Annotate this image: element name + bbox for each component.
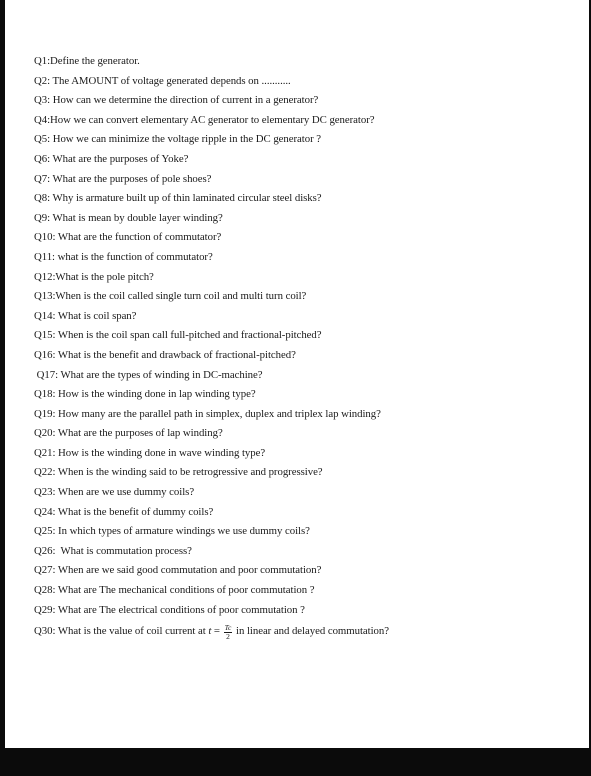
question-item: Q6: What are the purposes of Yoke? (34, 152, 189, 165)
question-item: Q14: What is coil span? (34, 309, 137, 322)
question-item: Q19: How many are the parallel path in simplex, duplex and triplex lap winding? (34, 407, 381, 420)
question-item: Q5: How we can minimize the voltage ripple in the DC generator ? (34, 133, 322, 146)
question-item: Q21: How is the winding done in wave winding type? (34, 446, 266, 459)
question-item: Q27: When are we said good commutation and poor commutation? (34, 564, 322, 577)
question-item: Q4:How we can convert elementary AC generator to elementary DC generator? (34, 113, 375, 126)
question-item: Q20: What are the purposes of lap winding? (34, 427, 223, 440)
question-item: Q23: When are we use dummy coils? (34, 486, 195, 499)
math-variable: t (208, 625, 212, 638)
document-page (5, 0, 589, 748)
question-item: Q25: In which types of armature windings we use dummy coils? (34, 525, 310, 538)
question-item: Q29: What are The electrical conditions of poor commutation ? (34, 603, 305, 616)
math-fraction (224, 624, 233, 641)
question-item: Q10: What are the function of commutator? (34, 231, 222, 244)
question-item: Q12:What is the pole pitch? (34, 270, 154, 283)
question-item: Q3: How can we determine the direction of current in a generator? (34, 94, 319, 107)
question-item: Q15: When is the coil span call full-pitched and fractional-pitched? (34, 329, 322, 342)
math-equals: = (213, 625, 220, 638)
question-item: Q13:When is the coil called single turn coil and multi turn coil? (34, 290, 307, 303)
fraction-denominator: 2 (226, 632, 230, 642)
question-item: Q2: The AMOUNT of voltage generated depends on ........... (34, 74, 291, 87)
question-text: in linear and delayed commutation? (236, 625, 389, 638)
question-item: Q8: Why is armature built up of thin laminated circular steel disks? (34, 192, 322, 205)
question-item: Q9: What is mean by double layer winding? (34, 211, 223, 224)
question-item-last (34, 622, 389, 642)
fraction-numerator: Tc (224, 623, 232, 633)
question-item: Q18: How is the winding done in lap winding type? (34, 388, 256, 401)
question-item: Q7: What are the purposes of pole shoes? (34, 172, 212, 185)
question-item: Q1:Define the generator. (34, 55, 140, 67)
question-item: Q26: What is commutation process? (34, 544, 192, 557)
question-item: Q24: What is the benefit of dummy coils? (34, 505, 214, 518)
question-item: Q16: What is the benefit and drawback of fractional-pitched? (34, 348, 296, 361)
question-item: Q22: When is the winding said to be retrogressive and progressive? (34, 466, 323, 479)
question-item: Q17: What are the types of winding in DC-machine? (34, 368, 263, 381)
question-list (34, 52, 389, 642)
question-item: Q28: What are The mechanical conditions of poor commutation ? (34, 584, 315, 597)
question-item: Q11: what is the function of commutator? (34, 250, 213, 263)
question-text: Q30: What is the value of coil current at (34, 625, 206, 638)
